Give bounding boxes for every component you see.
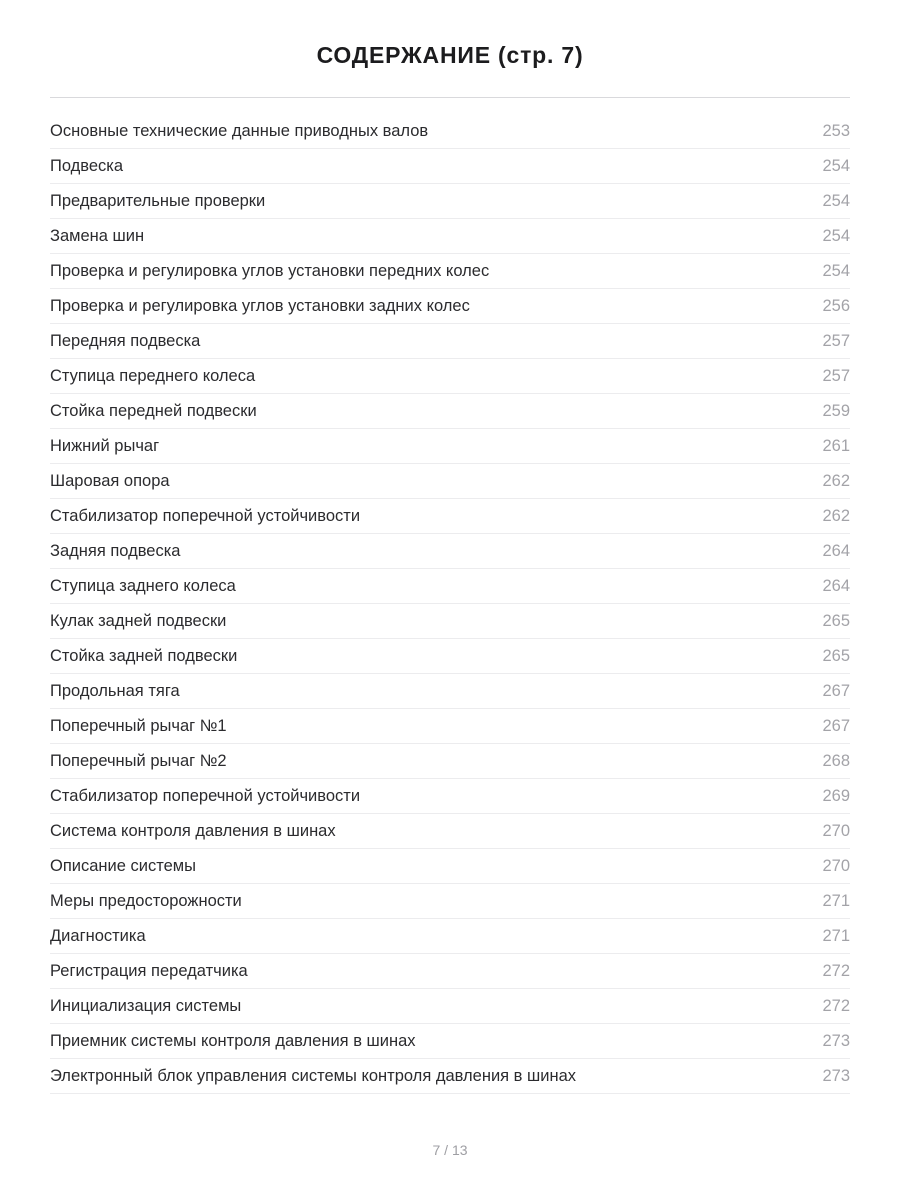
toc-entry-page: 267 <box>822 681 850 700</box>
toc-row[interactable] <box>50 219 850 254</box>
toc-entry-page: 256 <box>822 296 850 315</box>
toc-entry-label: Поперечный рычаг №1 <box>50 716 227 735</box>
toc-entry-page: 272 <box>822 996 850 1015</box>
toc-entry-label: Стабилизатор поперечной устойчивости <box>50 786 361 805</box>
toc-row[interactable] <box>50 1024 850 1059</box>
toc-entry-page: 257 <box>822 366 850 385</box>
toc-entry-page: 262 <box>822 506 850 525</box>
toc-list <box>50 114 850 1094</box>
toc-row[interactable] <box>50 674 850 709</box>
toc-entry-page: 262 <box>822 471 850 490</box>
toc-entry-label: Передняя подвеска <box>50 331 201 350</box>
toc-entry-page: 271 <box>822 891 850 910</box>
page-indicator: 7 / 13 <box>432 1142 468 1158</box>
toc-row[interactable] <box>50 289 850 324</box>
toc-row[interactable] <box>50 254 850 289</box>
toc-entry-page: 272 <box>822 961 850 980</box>
toc-entry-label: Замена шин <box>50 226 145 245</box>
toc-entry-page: 264 <box>822 541 850 560</box>
toc-entry-label: Описание системы <box>50 856 196 875</box>
toc-row[interactable] <box>50 989 850 1024</box>
toc-entry-page: 254 <box>822 261 850 280</box>
toc-entry-label: Стойка передней подвески <box>50 401 257 420</box>
toc-entry-page: 270 <box>822 856 850 875</box>
toc-entry-label: Система контроля давления в шинах <box>50 821 336 840</box>
toc-row[interactable] <box>50 569 850 604</box>
toc-row[interactable] <box>50 499 850 534</box>
toc-entry-label: Инициализация системы <box>50 996 242 1015</box>
toc-entry-page: 265 <box>822 646 850 665</box>
toc-entry-page: 257 <box>822 331 850 350</box>
page-title: СОДЕРЖАНИЕ (стр. 7) <box>316 42 584 68</box>
toc-entry-label: Основные технические данные приводных валов <box>50 121 429 140</box>
toc-entry-label: Кулак задней подвески <box>50 611 227 630</box>
toc-row[interactable] <box>50 1059 850 1094</box>
toc-entry-label: Регистрация передатчика <box>50 961 248 980</box>
toc-entry-label: Приемник системы контроля давления в шинах <box>50 1031 416 1050</box>
toc-row[interactable] <box>50 814 850 849</box>
toc-row[interactable] <box>50 429 850 464</box>
toc-entry-page: 254 <box>822 191 850 210</box>
toc-entry-label: Задняя подвеска <box>50 541 181 560</box>
toc-entry-label: Шаровая опора <box>50 471 170 490</box>
toc-entry-label: Диагностика <box>50 926 146 945</box>
toc-row[interactable] <box>50 779 850 814</box>
toc-entry-label: Ступица переднего колеса <box>50 366 256 385</box>
toc-entry-page: 269 <box>822 786 850 805</box>
toc-row[interactable] <box>50 394 850 429</box>
toc-entry-page: 259 <box>822 401 850 420</box>
toc-row[interactable] <box>50 324 850 359</box>
toc-entry-label: Продольная тяга <box>50 681 180 700</box>
toc-entry-page: 264 <box>822 576 850 595</box>
toc-row[interactable] <box>50 464 850 499</box>
toc-entry-page: 273 <box>822 1066 850 1085</box>
toc-entry-page: 265 <box>822 611 850 630</box>
toc-entry-label: Предварительные проверки <box>50 191 266 210</box>
toc-entry-label: Проверка и регулировка углов установки передних колес <box>50 261 490 280</box>
toc-entry-page: 267 <box>822 716 850 735</box>
toc-row[interactable] <box>50 114 850 149</box>
toc-row[interactable] <box>50 149 850 184</box>
toc-entry-page: 271 <box>822 926 850 945</box>
toc-entry-label: Ступица заднего колеса <box>50 576 236 595</box>
toc-entry-page: 268 <box>822 751 850 770</box>
toc-entry-label: Нижний рычаг <box>50 436 160 455</box>
toc-entry-label: Электронный блок управления системы контроля давления в шинах <box>50 1066 577 1085</box>
toc-entry-label: Проверка и регулировка углов установки задних колес <box>50 296 470 315</box>
toc-entry-page: 254 <box>822 156 850 175</box>
toc-row[interactable] <box>50 639 850 674</box>
toc-entry-label: Меры предосторожности <box>50 891 242 910</box>
toc-entry-page: 273 <box>822 1031 850 1050</box>
toc-entry-label: Стабилизатор поперечной устойчивости <box>50 506 361 525</box>
toc-row[interactable] <box>50 884 850 919</box>
title-divider <box>50 97 850 98</box>
toc-entry-page: 254 <box>822 226 850 245</box>
toc-row[interactable] <box>50 744 850 779</box>
toc-entry-label: Стойка задней подвески <box>50 646 238 665</box>
toc-row[interactable] <box>50 849 850 884</box>
toc-row[interactable] <box>50 184 850 219</box>
toc-entry-page: 270 <box>822 821 850 840</box>
toc-entry-page: 253 <box>822 121 850 140</box>
toc-entry-label: Поперечный рычаг №2 <box>50 751 227 770</box>
toc-entry-label: Подвеска <box>50 156 124 175</box>
toc-row[interactable] <box>50 534 850 569</box>
toc-row[interactable] <box>50 359 850 394</box>
toc-row[interactable] <box>50 954 850 989</box>
toc-row[interactable] <box>50 919 850 954</box>
toc-row[interactable] <box>50 604 850 639</box>
toc-entry-page: 261 <box>822 436 850 455</box>
toc-row[interactable] <box>50 709 850 744</box>
